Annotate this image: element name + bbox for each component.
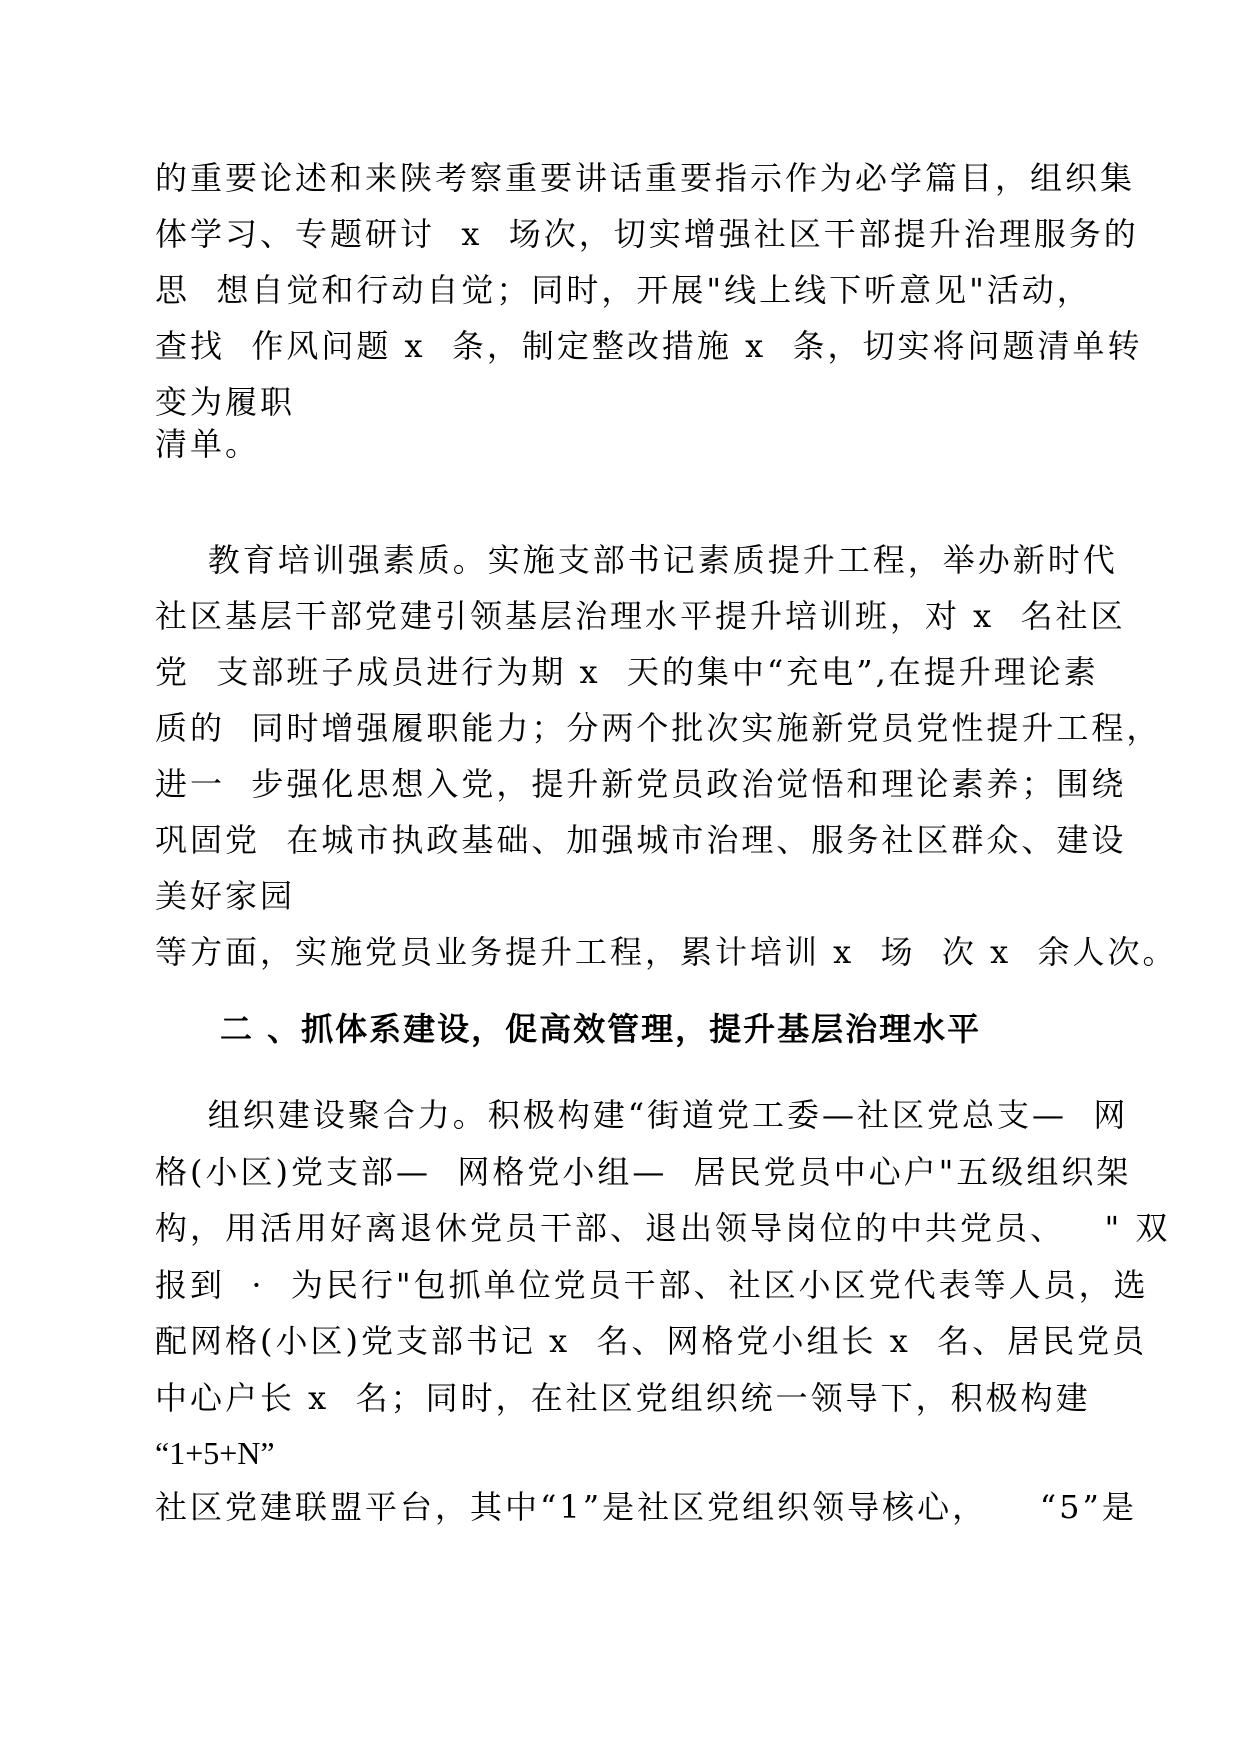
paragraph-line: 等方面，实施党员业务提升工程，累计培训 x 场 次 x 余人次。	[155, 933, 1178, 971]
paragraph-line: 质的 同时增强履职能力；分两个批次实施新党员党性提升工程，	[155, 709, 1162, 747]
paragraph-line: 巩固党 在城市执政基础、加强城市治理、服务社区群众、建设	[155, 821, 1127, 859]
paragraph-line: 社区党建联盟平台，其中“1”是社区党组织领导核心， “5”是	[155, 1488, 1137, 1526]
body-line: 清单。	[155, 425, 261, 463]
section-heading: 二 、抓体系建设，促高效管理，提升基层治理水平	[220, 1010, 982, 1048]
body-line: 的重要论述和来陕考察重要讲话重要指示作为必学篇目，组织集	[155, 159, 1136, 197]
paragraph-line: 格(小区)党支部— 网格党小组— 居民党员中心户"五级组织架	[155, 1153, 1132, 1191]
paragraph-line: 美好家园	[155, 877, 296, 915]
formula-line: “1+5+N”	[155, 1435, 275, 1471]
body-line: 思 想自觉和行动自觉；同时，开展"线上线下听意见"活动，	[155, 271, 1092, 309]
body-line: 变为履职	[155, 383, 296, 421]
paragraph-line: 构，用活用好离退休党员干部、退出领导岗位的中共党员、 " 双	[155, 1209, 1171, 1247]
paragraph-line: 组织建设聚合力。积极构建“街道党工委—社区党总支— 网	[155, 1096, 1129, 1134]
paragraph-line: 报到 · 为民行"包抓单位党员干部、社区小区党代表等人员，选	[155, 1266, 1149, 1304]
paragraph-line: 进一 步强化思想入党，提升新党员政治觉悟和理论素养；围绕	[155, 765, 1127, 803]
paragraph-line: 配网格(小区)党支部书记 x 名、网格党小组长 x 名、居民党员	[155, 1322, 1148, 1360]
body-line: 体学习、专题研讨 x 场次，切实增强社区干部提升治理服务的	[155, 215, 1139, 253]
paragraph-line: 社区基层干部党建引领基层治理水平提升培训班，对 x 名社区	[155, 597, 1126, 635]
body-line: 查找 作风问题 x 条，制定整改措施 x 条，切实将问题清单转	[155, 327, 1143, 365]
paragraph-line: 党 支部班子成员进行为期 x 天的集中“充电”,在提升理论素	[155, 653, 1099, 691]
paragraph-line: 教育培训强素质。实施支部书记素质提升工程，举办新时代	[155, 541, 1118, 579]
paragraph-line: 中心户长 x 名；同时，在社区党组织统一领导下，积极构建	[155, 1379, 1091, 1417]
